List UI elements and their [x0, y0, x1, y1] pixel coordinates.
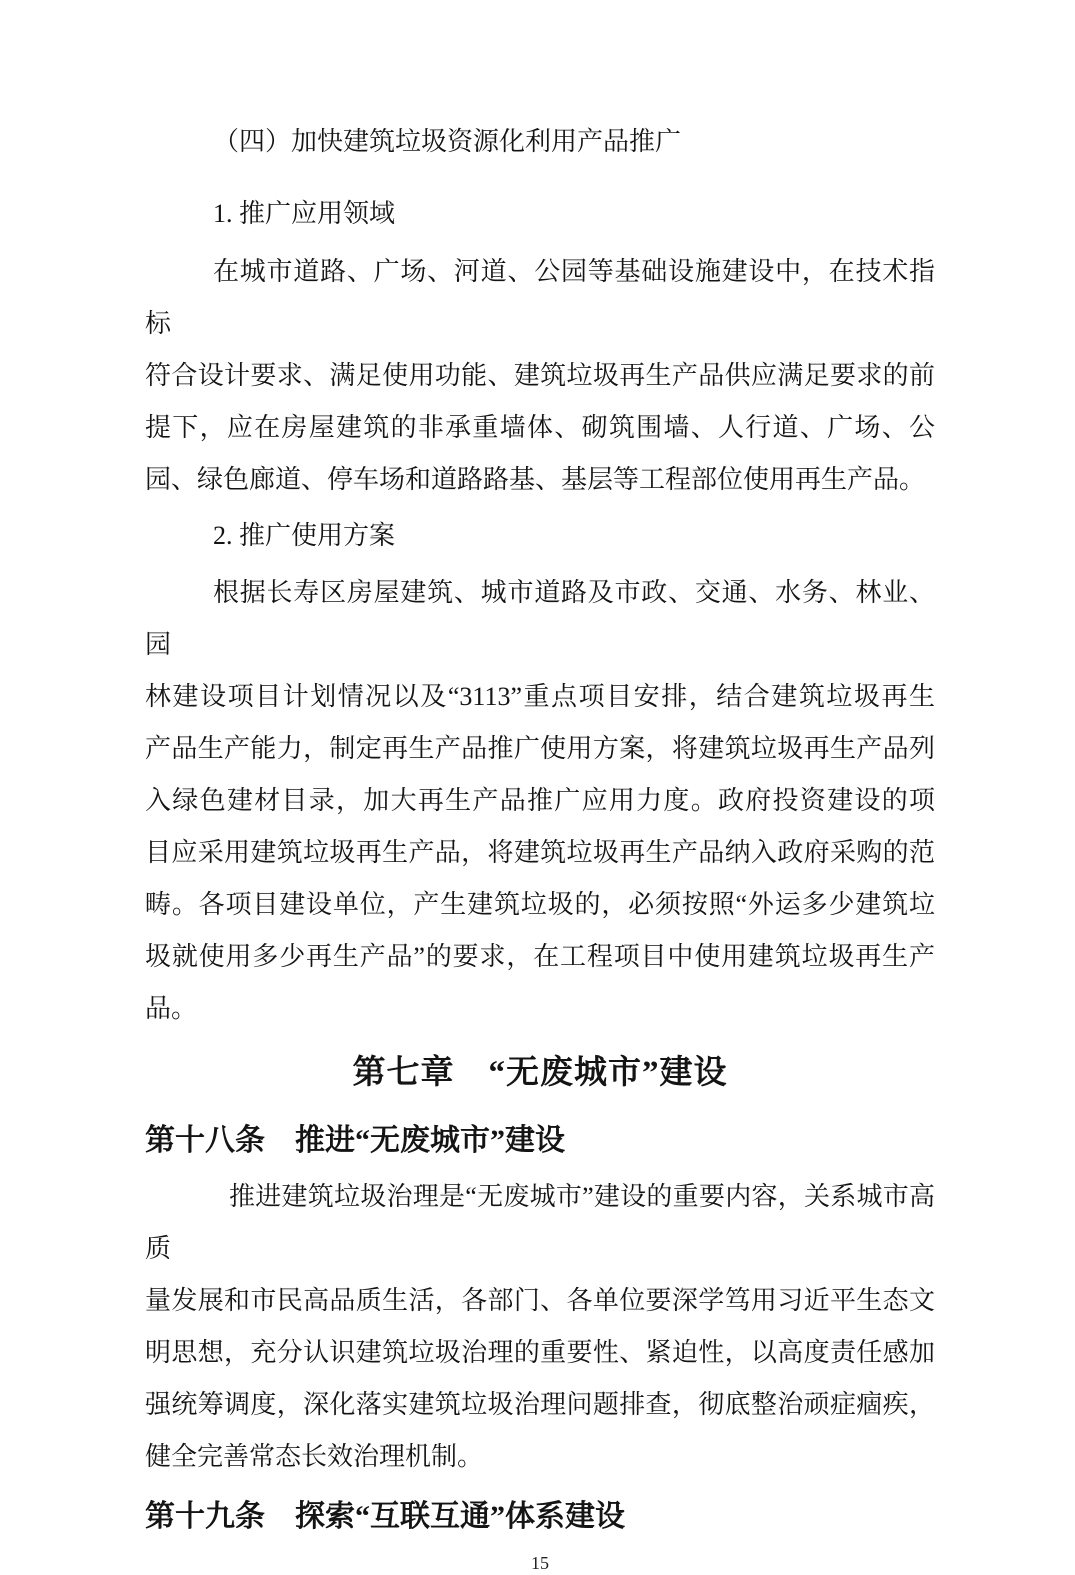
- paragraph-line: 强统筹调度，深化落实建筑垃圾治理问题排查，彻底整治顽症痼疾，: [145, 1390, 935, 1419]
- section-heading-4: （四）加快建筑垃圾资源化利用产品推广: [213, 127, 682, 156]
- paragraph-line: 根据长寿区房屋建筑、城市道路及市政、交通、水务、林业、园: [145, 578, 935, 659]
- paragraph-line: 入绿色建材目录，加大再生产品推广应用力度。政府投资建设的项: [145, 786, 935, 815]
- paragraph-line: 在城市道路、广场、河道、公园等基础设施建设中，在技术指标: [145, 257, 935, 338]
- paragraph-line: 符合设计要求、满足使用功能、建筑垃圾再生产品供应满足要求的前: [145, 361, 935, 390]
- paragraph-line: 林建设项目计划情况以及“3113”重点项目安排，结合建筑垃圾再生: [145, 682, 935, 711]
- chapter-heading: 第七章 “无废城市”建设: [352, 1055, 728, 1091]
- item-heading-1: 1. 推广应用领域: [213, 199, 396, 228]
- body-paragraph-2: [145, 567, 935, 1035]
- article-heading-18: 第十八条 推进“无废城市”建设: [145, 1124, 565, 1157]
- paragraph-line: 量发展和市民高品质生活，各部门、各单位要深学笃用习近平生态文: [145, 1286, 935, 1315]
- item-heading-2: 2. 推广使用方案: [213, 521, 396, 550]
- paragraph-line: 明思想，充分认识建筑垃圾治理的重要性、紧迫性，以高度责任感加: [145, 1338, 935, 1367]
- paragraph-line: 产品生产能力，制定再生产品推广使用方案，将建筑垃圾再生产品列: [145, 734, 935, 763]
- paragraph-line: 圾就使用多少再生产品”的要求，在工程项目中使用建筑垃圾再生产: [145, 942, 935, 971]
- paragraph-line: 品。: [145, 994, 198, 1023]
- body-paragraph-3: [145, 1171, 935, 1483]
- page-number: 15: [531, 1553, 549, 1573]
- paragraph-line: 畴。各项目建设单位，产生建筑垃圾的，必须按照“外运多少建筑垃: [145, 890, 935, 919]
- paragraph-line: 目应采用建筑垃圾再生产品，将建筑垃圾再生产品纳入政府采购的范: [145, 838, 935, 867]
- paragraph-line: 园、绿色廊道、停车场和道路路基、基层等工程部位使用再生产品。: [145, 465, 926, 494]
- article-heading-19: 第十九条 探索“互联互通”体系建设: [145, 1500, 625, 1533]
- paragraph-line: 健全完善常态长效治理机制。: [145, 1442, 484, 1471]
- paragraph-line: 推进建筑垃圾治理是“无废城市”建设的重要内容，关系城市高质: [145, 1182, 935, 1263]
- body-paragraph-1: [145, 246, 935, 506]
- paragraph-line: 提下，应在房屋建筑的非承重墙体、砌筑围墙、人行道、广场、公: [145, 413, 935, 442]
